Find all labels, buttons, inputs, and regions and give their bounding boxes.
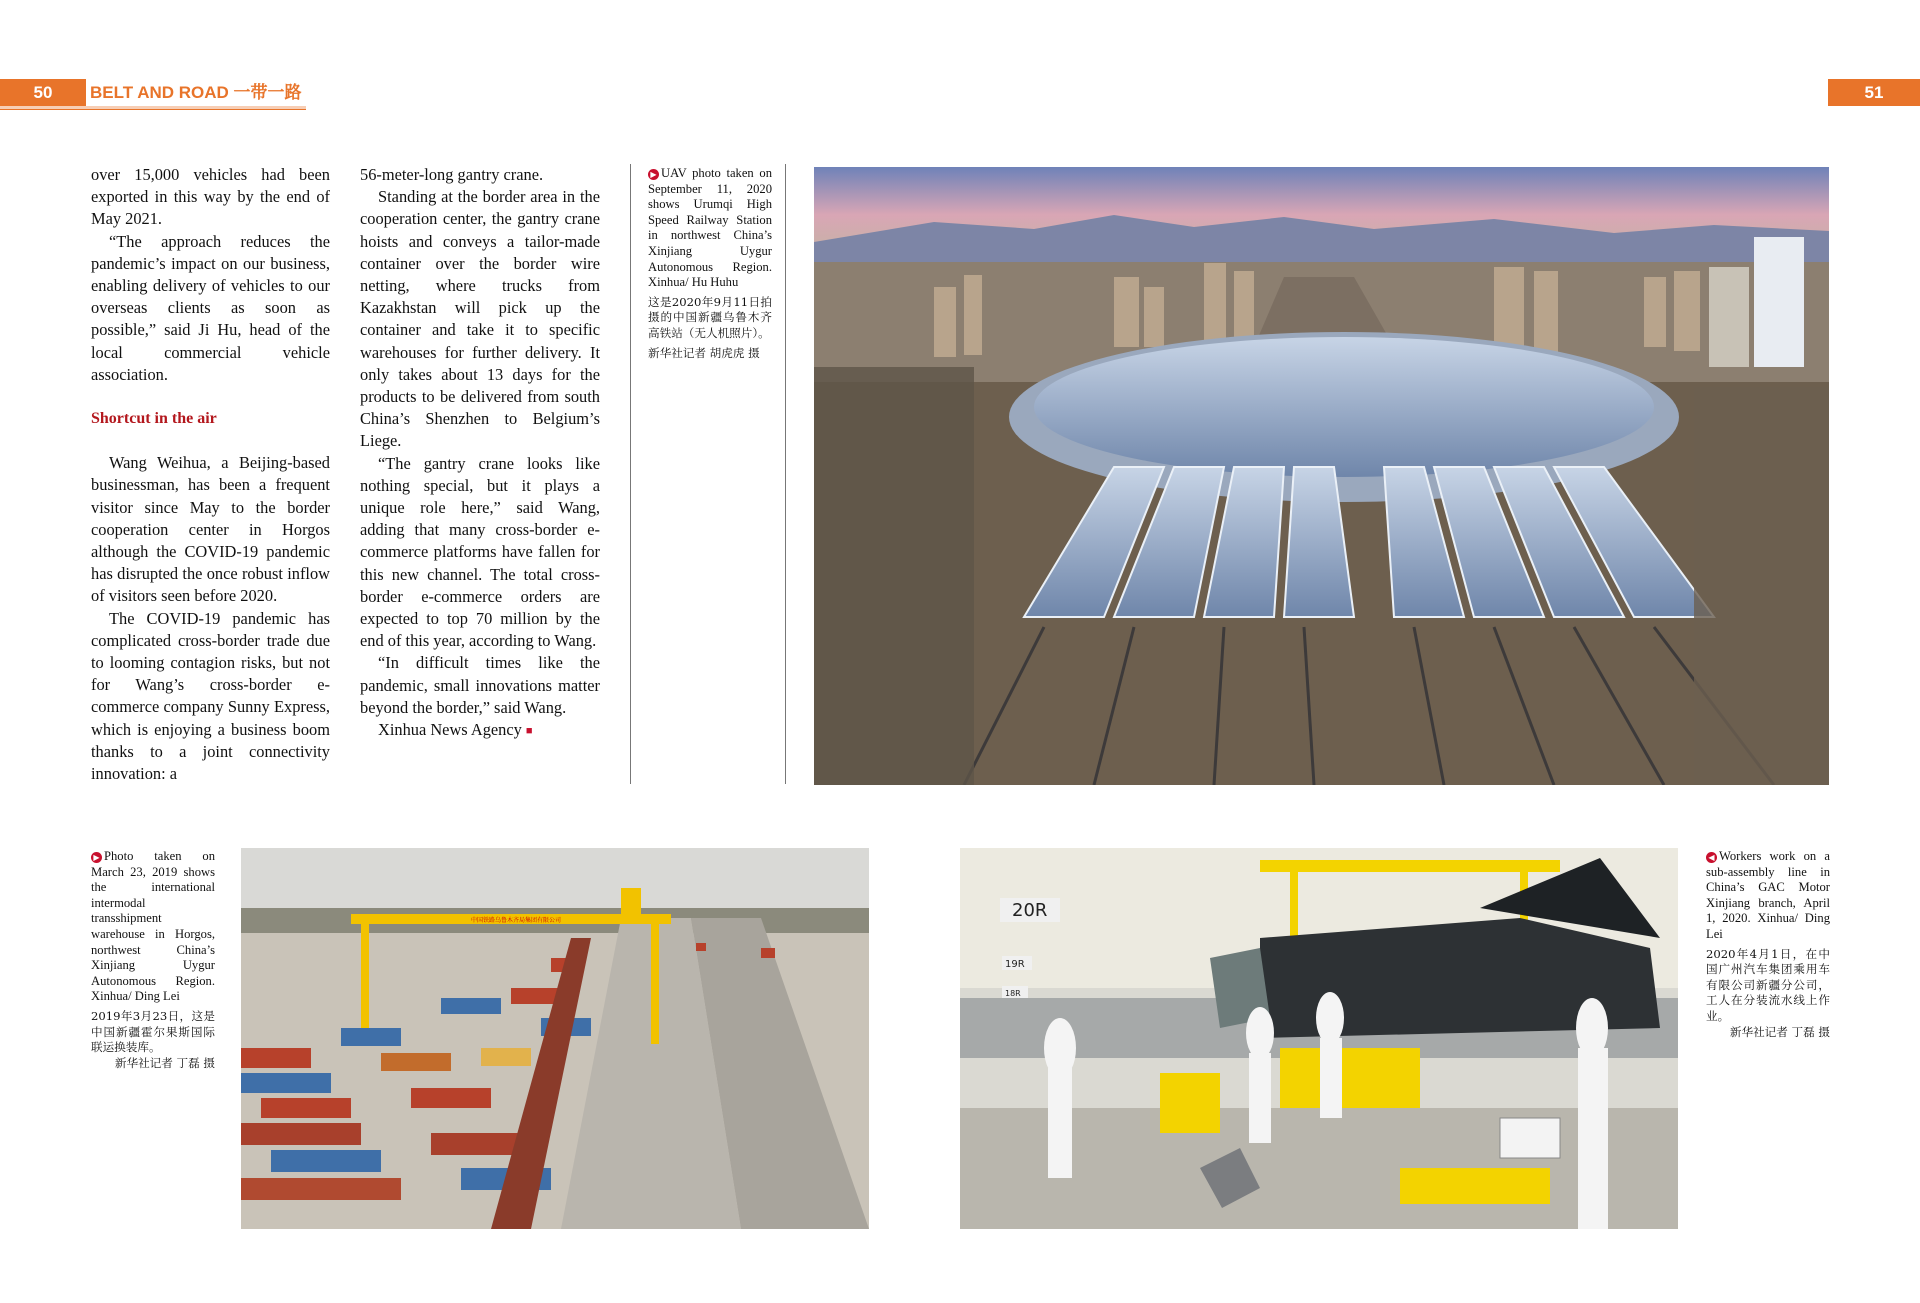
caption-zh: 2019年3月23日，这是中国新疆霍尔果斯国际联运换装库。 [91, 1008, 215, 1055]
paragraph: 56-meter-long gantry crane. [360, 165, 544, 184]
caption-en [648, 166, 772, 291]
caption-zh-credit: 新华社记者 胡虎虎 摄 [648, 345, 760, 360]
paragraph: Wang Weihua, a Beijing-based businessman, has been a frequent visitor since May to the border cooperation center in Horgos although the COVID-19 pandemic has disrupted the once robust inflow of visitors seen before 2020. [91, 453, 330, 606]
end-mark-icon: ■ [525, 725, 533, 738]
paragraph: The COVID-19 pandemic has complicated cross-border trade due to looming contagion risks, but not for Wang’s cross-border e-commerce company Sunny Express, which is enjoying a business boom thanks to a joint connectivity innovation: a [91, 608, 330, 784]
byline-text: Xinhua News Agency [378, 720, 522, 740]
caption-zh: 2020年4月1日，在中国广州汽车集团乘用车有限公司新疆分公司，工人在分装流水线上作业。 [1706, 946, 1830, 1023]
photo-urumqi-railway-station [814, 167, 1829, 785]
column-divider [630, 164, 631, 784]
paragraph: Standing at the border area in the cooperation center, the gantry crane hoists and conveys a tailor-made container over the border wire netting, where trucks from Kazakhstan will pick up the container and take it to specific warehouses for further delivery. It only takes about 13 days for the products to be delivered from south China’s Shenzhen to Belgium’s Liege. [360, 187, 600, 451]
arrow-left-icon: ◀ [1706, 852, 1717, 863]
subheading: Shortcut in the air [91, 410, 217, 428]
caption-zh: 这是2020年9月11日拍摄的中国新疆乌鲁木齐高铁站（无人机照片）。 [648, 294, 772, 340]
page-number-left: 50 [0, 79, 86, 106]
caption-horgos [91, 849, 215, 1071]
caption-zh-credit: 新华社记者 丁磊 摄 [114, 1055, 215, 1070]
caption-zh-credit: 新华社记者 丁磊 摄 [1729, 1024, 1830, 1039]
paragraph: over 15,000 vehicles had been exported in this way by the end of May 2021. [91, 165, 330, 229]
header-rule [0, 106, 306, 109]
paragraph: “The gantry crane looks like nothing special, but it plays a unique role here,” said Wang, adding that many cross-border e-commerce platforms have fallen for this new channel. The total cross-border e-commerce orders are expected to top 70 million by the end of this year, according to Wang. [360, 453, 600, 651]
section-title: BELT AND ROAD 一带一路 [90, 83, 302, 102]
page-header-left [0, 79, 306, 110]
caption-station [648, 166, 772, 361]
column-divider [785, 164, 786, 784]
caption-en-text: UAV photo taken on September 11, 2020 shows Urumqi High Speed Railway Station in northwest China’s Xinjiang Uygur Autonomous Region. Xinhua/ Hu Huhu [648, 166, 772, 290]
arrow-right-icon: ▶ [648, 169, 659, 180]
caption-en [91, 849, 215, 1005]
text-column-2 [360, 164, 600, 742]
byline [360, 719, 600, 742]
station-sign-19r: 19R [1005, 959, 1025, 970]
photo-gac-assembly-line [960, 848, 1678, 1229]
caption-en [1706, 849, 1830, 943]
crane-sign: 中国铁路乌鲁木齐局集团有限公司 [471, 917, 562, 924]
photo-horgos-warehouse [241, 848, 869, 1229]
station-sign-18r: 18R [1005, 989, 1021, 998]
caption-factory [1706, 849, 1830, 1040]
arrow-right-icon: ▶ [91, 852, 102, 863]
paragraph: “In difficult times like the pandemic, small innovations matter beyond the border,” said Wang. [360, 653, 600, 717]
page-number-right: 51 [1828, 79, 1920, 106]
station-sign-20r: 20R [1012, 900, 1048, 921]
paragraph: “The approach reduces the pandemic’s impact on our business, enabling delivery of vehicles to our overseas clients as soon as possible,” said Ji Hu, head of the local commercial vehicle association. [91, 231, 330, 384]
caption-en-text: Workers work on a sub-assembly line in China’s GAC Motor Xinjiang branch, April 1, 2020. Xinhua/ Ding Lei [1706, 849, 1830, 941]
text-column-1 [91, 164, 330, 785]
caption-en-text: Photo taken on March 23, 2019 shows the international intermodal transshipment warehouse in Horgos, northwest China’s Xinjiang Uygur Autonomous Region. Xinhua/ Ding Lei [91, 849, 215, 1004]
